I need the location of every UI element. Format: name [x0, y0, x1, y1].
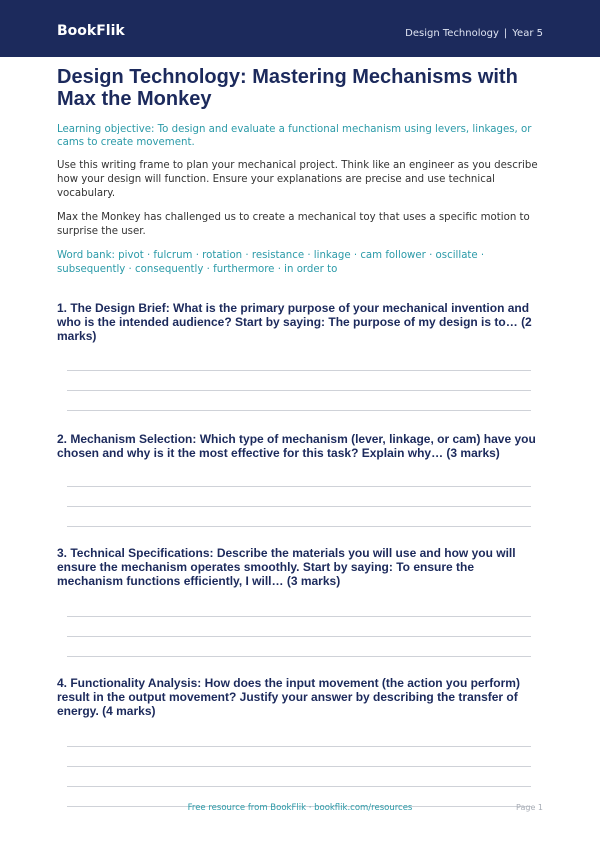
subject-label: Design Technology — [405, 28, 499, 39]
answer-area-3[interactable] — [67, 616, 531, 657]
answer-line[interactable] — [67, 410, 531, 411]
page-footer — [0, 802, 600, 816]
word-bank: Word bank: pivot · fulcrum · rotation · resistance · linkage · cam follower · oscillate · subsequently · consequently · furthermore · in order to — [57, 250, 485, 275]
header-meta — [405, 27, 543, 40]
question-block-3 — [57, 546, 543, 657]
page-number: Page 1 — [516, 803, 543, 812]
question-4: 4. Functionality Analysis: How does the input movement (the action you perform) result in the output movement? Justify your answer by describing the transfer of energy. (4 marks) — [57, 676, 520, 718]
question-block-2 — [57, 432, 543, 527]
answer-line[interactable] — [67, 786, 531, 787]
footer-resource-link[interactable]: Free resource from BookFlik · bookflik.com/resources — [187, 803, 413, 813]
question-1: 1. The Design Brief: What is the primary purpose of your mechanical invention and who is the intended audience? Start by saying: The purpose of my design is to… (2 marks) — [57, 301, 532, 343]
answer-area-1[interactable] — [67, 370, 531, 411]
page-title: Design Technology: Mastering Mechanisms with Max the Monkey — [57, 66, 518, 110]
year-label: Year 5 — [512, 28, 543, 39]
answer-line[interactable] — [67, 636, 531, 637]
answer-line[interactable] — [67, 616, 531, 617]
brand-logo-text: BookFlik — [57, 23, 125, 39]
answer-line[interactable] — [67, 656, 531, 657]
answer-line[interactable] — [67, 486, 531, 487]
intro-paragraph-2: Max the Monkey has challenged us to create a mechanical toy that uses a specific motion to surprise the user. — [57, 212, 530, 237]
answer-line[interactable] — [67, 506, 531, 507]
answer-area-2[interactable] — [67, 486, 531, 527]
answer-line[interactable] — [67, 370, 531, 371]
answer-line[interactable] — [67, 746, 531, 747]
header-bar — [0, 0, 600, 57]
learning-objective: Learning objective: To design and evaluate a functional mechanism using levers, linkages, or cams to create movement. — [57, 124, 532, 148]
answer-line[interactable] — [67, 390, 531, 391]
meta-separator: | — [503, 28, 508, 39]
intro-paragraph-1: Use this writing frame to plan your mechanical project. Think like an engineer as you describe how your design will function. Ensure your explanations are precise and use technical vocabulary. — [57, 160, 538, 199]
answer-line[interactable] — [67, 766, 531, 767]
answer-line[interactable] — [67, 526, 531, 527]
worksheet-content — [57, 66, 543, 807]
question-3: 3. Technical Specifications: Describe the materials you will use and how you will ensure the mechanism operates smoothly. Start by saying: To ensure the mechanism functions efficiently, I will… (3 marks) — [57, 546, 516, 588]
question-block-1 — [57, 301, 543, 411]
answer-area-4[interactable] — [67, 746, 531, 807]
question-2: 2. Mechanism Selection: Which type of mechanism (lever, linkage, or cam) have you chosen and why is it the most effective for this task? Explain why… (3 marks) — [57, 432, 536, 460]
question-block-4 — [57, 676, 543, 807]
